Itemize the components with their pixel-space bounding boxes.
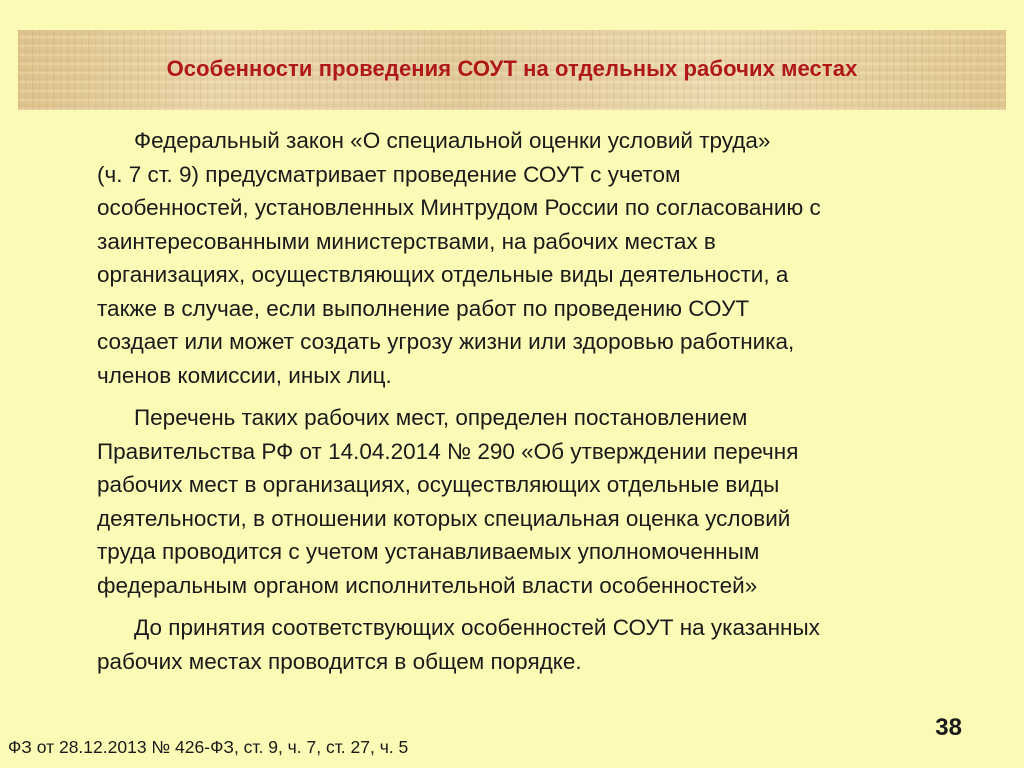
paragraph-line: Правительства РФ от 14.04.2014 № 290 «Об утверждении перечня <box>97 438 799 464</box>
paragraph-line: рабочих местах проводится в общем порядке. <box>97 648 582 674</box>
paragraph-line: федеральным органом исполнительной власти особенностей» <box>97 572 758 598</box>
title-bar <box>18 30 1006 110</box>
paragraph-general-procedure <box>60 611 990 678</box>
paragraph-line: создает или может создать угрозу жизни или здоровью работника, <box>97 329 795 354</box>
paragraph-line: рабочих мест в организациях, осуществляющих отдельные виды <box>97 472 780 497</box>
page-number: 38 <box>935 714 962 741</box>
slide-title: Особенности проведения СОУТ на отдельных рабочих местах <box>166 56 858 81</box>
paragraph-line: заинтересованными министерствами, на рабочих местах в <box>97 228 716 254</box>
slide-body <box>60 124 990 687</box>
paragraph-line: организациях, осуществляющих отдельные виды деятельности, а <box>97 262 789 287</box>
paragraph-line: Федеральный закон «О специальной оценки условий труда» <box>134 128 771 153</box>
footnote-reference: ФЗ от 28.12.2013 № 426-ФЗ, ст. 9, ч. 7, ст. 27, ч. 5 <box>8 737 409 757</box>
paragraph-line: деятельности, в отношении которых специальная оценка условий <box>97 505 791 531</box>
paragraph-line: До принятия соответствующих особенностей СОУТ на указанных <box>134 615 820 640</box>
paragraph-line: членов комиссии, иных лиц. <box>97 362 392 388</box>
paragraph-line: труда проводится с учетом устанавливаемых уполномоченным <box>97 539 760 564</box>
paragraph-line: Перечень таких рабочих мест, определен постановлением <box>134 405 748 430</box>
paragraph-workplace-list <box>60 401 990 602</box>
paragraph-law-provision <box>60 124 990 392</box>
paragraph-line: также в случае, если выполнение работ по проведению СОУТ <box>97 295 750 321</box>
paragraph-line: особенностей, установленных Минтрудом России по согласованию с <box>97 195 821 220</box>
paragraph-line: (ч. 7 ст. 9) предусматривает проведение СОУТ с учетом <box>97 161 681 187</box>
